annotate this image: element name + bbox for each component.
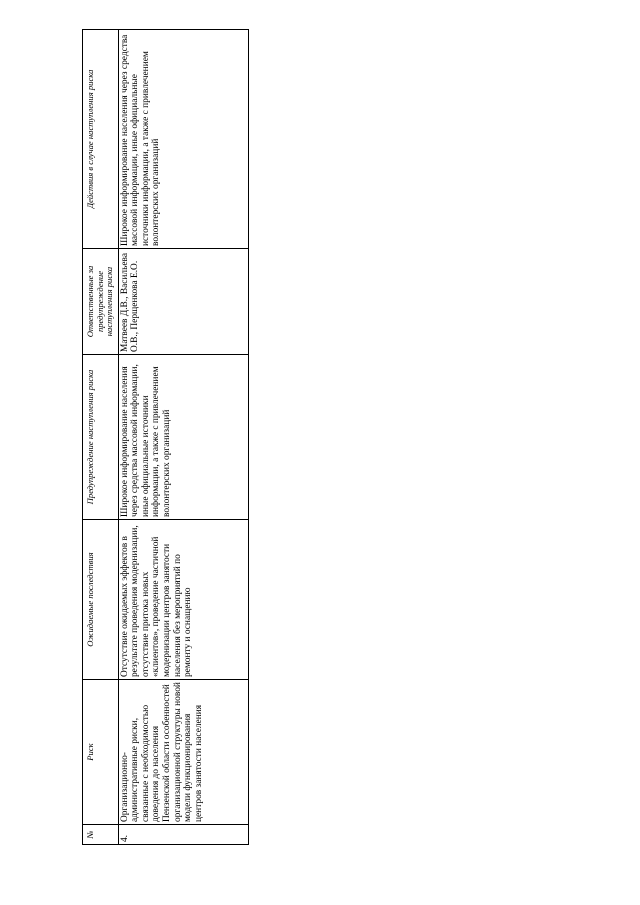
risk-table xyxy=(82,29,249,845)
cell-actions: Широкое информирование населения через средства массовой информации, иные официальные источники информации, а также с привлечением волонтерских организаций xyxy=(118,30,248,249)
header-actions: Действия в случае наступления риска xyxy=(83,30,119,249)
cell-number: 4. xyxy=(118,825,248,845)
rotated-table-container xyxy=(82,30,249,845)
cell-responsible: Матвеев Д.В., Васильева О.В., Перщенкова Е.О. xyxy=(118,249,248,355)
cell-consequences: Отсутствие ожидаемых эффектов в результате проведения модернизации, отсутствие притока новых «клиентов», проведение частичной модернизации центров занятости населения без мероприятий по ремонту и оснащению xyxy=(118,520,248,680)
header-number: № xyxy=(83,825,119,845)
header-consequences: Ожидаемые последствия xyxy=(83,520,119,680)
header-prevention: Предупреждение наступления риска xyxy=(83,355,119,520)
header-risk: Риск xyxy=(83,680,119,825)
cell-prevention: Широкое информирование населения через средства массовой информации, иные официальные источники информации, а также с привлечением волонтерских организаций xyxy=(118,355,248,520)
table-row xyxy=(118,30,248,845)
table-header-row xyxy=(83,30,119,845)
cell-risk: Организационно-административные риски, связанные с необходимостью доведения до населения Пензенской области особенностей организационной структуры новой модели функционирования центров занятости населения xyxy=(118,680,248,825)
header-responsible: Ответственные за предупреждение наступления риска xyxy=(83,249,119,355)
